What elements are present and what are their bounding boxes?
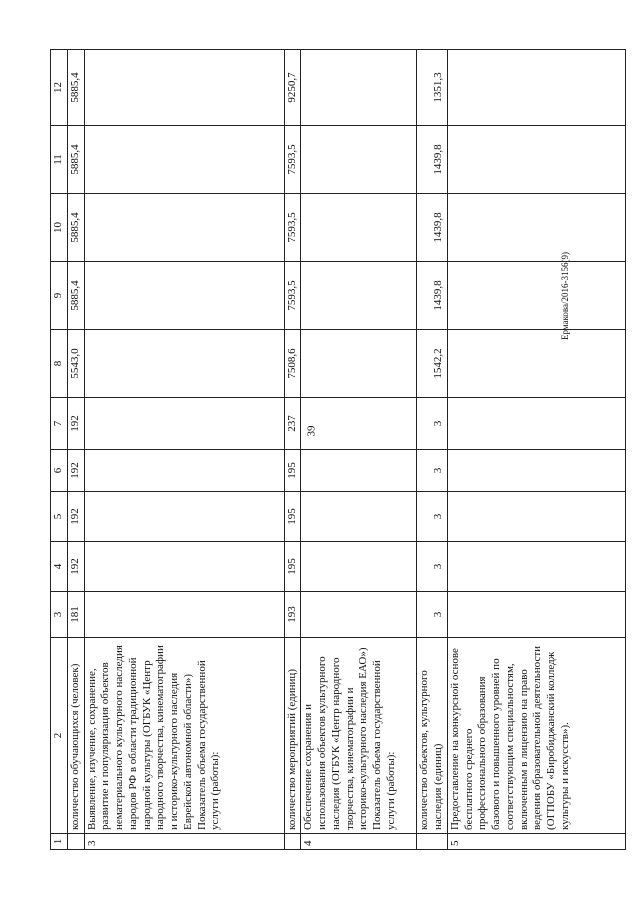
- page-number: 39: [305, 425, 318, 437]
- col-header: 11: [51, 126, 68, 194]
- value-cell: 5885,4: [67, 194, 84, 262]
- value-cell: [84, 398, 284, 450]
- col-header: 3: [51, 592, 68, 638]
- value-cell: 3: [417, 398, 448, 450]
- col-header: 1: [51, 834, 68, 850]
- value-cell: [301, 398, 417, 450]
- value-cell: 7593,5: [284, 126, 301, 194]
- value-cell: 237: [284, 398, 301, 450]
- row-description: количество объектов, культурного наследия (единиц): [417, 638, 448, 834]
- value-cell: 7593,5: [284, 194, 301, 262]
- value-cell: 192: [67, 398, 84, 450]
- value-cell: [447, 450, 625, 492]
- value-cell: [447, 194, 625, 262]
- value-cell: [447, 50, 625, 126]
- value-cell: [84, 492, 284, 542]
- value-cell: 1351,3: [417, 50, 448, 126]
- value-cell: 9250,7: [284, 50, 301, 126]
- col-header: 10: [51, 194, 68, 262]
- value-cell: 5885,4: [67, 126, 84, 194]
- value-cell: 7508,6: [284, 330, 301, 398]
- col-header: 8: [51, 330, 68, 398]
- value-cell: 195: [284, 492, 301, 542]
- value-cell: [301, 492, 417, 542]
- rotated-table-container: [50, 50, 636, 850]
- table-row: [284, 50, 301, 850]
- col-header: 7: [51, 398, 68, 450]
- row-index: 5: [447, 834, 625, 850]
- value-cell: [84, 450, 284, 492]
- value-cell: 5543,0: [67, 330, 84, 398]
- value-cell: [301, 450, 417, 492]
- value-cell: 195: [284, 450, 301, 492]
- header-row: [51, 50, 68, 850]
- value-cell: [84, 50, 284, 126]
- value-cell: 1542,2: [417, 330, 448, 398]
- value-cell: [447, 398, 625, 450]
- value-cell: [84, 126, 284, 194]
- table-row: [84, 50, 284, 850]
- row-index: 3: [84, 834, 284, 850]
- value-cell: [447, 330, 625, 398]
- value-cell: 1439,8: [417, 126, 448, 194]
- col-header: 5: [51, 492, 68, 542]
- table-row: [301, 50, 417, 850]
- value-cell: 3: [417, 450, 448, 492]
- value-cell: [84, 542, 284, 592]
- value-cell: 181: [67, 592, 84, 638]
- value-cell: [447, 126, 625, 194]
- value-cell: 192: [67, 450, 84, 492]
- row-description: количество обучающихся (человек): [67, 638, 84, 834]
- table-row: [447, 50, 625, 850]
- data-table: [50, 49, 626, 850]
- value-cell: 3: [417, 542, 448, 592]
- col-header: 2: [51, 638, 68, 834]
- row-index: 4: [301, 834, 417, 850]
- row-description: Обеспечение сохранения и использования объектов культурного наследия (ОГБУК «Центр народного творчества, кинематографии и историко-культурного наследия ЕАО») Показатель объема государственной услуги (работы):: [301, 638, 417, 834]
- value-cell: 5885,4: [67, 50, 84, 126]
- value-cell: 193: [284, 592, 301, 638]
- row-index: [284, 834, 301, 850]
- value-cell: [301, 592, 417, 638]
- row-description: Выявление, изучение, сохранение, развитие и популяризация объектов нематериального культурного наследия народов РФ в области традиционной народной культуры (ОГБУК «Центр народного творчества, кинематографии и историко-культурного наследия Еврейской автономной области») Показатель объема государственной услуги (работы):: [84, 638, 284, 834]
- value-cell: 7593,5: [284, 262, 301, 330]
- value-cell: 1439,8: [417, 194, 448, 262]
- table-row: [417, 50, 448, 850]
- row-description: количество мероприятий (единиц): [284, 638, 301, 834]
- value-cell: 3: [417, 492, 448, 542]
- value-cell: [84, 330, 284, 398]
- value-cell: [84, 592, 284, 638]
- signature-mark: Ермакова/2016-3156(9): [560, 251, 570, 340]
- value-cell: 195: [284, 542, 301, 592]
- value-cell: 192: [67, 542, 84, 592]
- value-cell: 3: [417, 592, 448, 638]
- value-cell: [301, 542, 417, 592]
- col-header: 6: [51, 450, 68, 492]
- value-cell: [447, 492, 625, 542]
- value-cell: 5885,4: [67, 262, 84, 330]
- value-cell: [301, 330, 417, 398]
- value-cell: [447, 262, 625, 330]
- col-header: 12: [51, 50, 68, 126]
- value-cell: [301, 50, 417, 126]
- value-cell: [84, 194, 284, 262]
- row-index: [417, 834, 448, 850]
- value-cell: 1439,8: [417, 262, 448, 330]
- col-header: 9: [51, 262, 68, 330]
- value-cell: [447, 542, 625, 592]
- value-cell: [84, 262, 284, 330]
- row-description: Предоставление на конкурсной основе бесплатного среднего профессионального образования базового и повышенного уровней по соответствующим специальностям, включенным в лицензию на право ведения образовательной деятельности (ОГПОБУ «Биробиджанский колледж культуры и искусств»).: [447, 638, 625, 834]
- value-cell: [301, 262, 417, 330]
- value-cell: [301, 194, 417, 262]
- value-cell: 192: [67, 492, 84, 542]
- col-header: 4: [51, 542, 68, 592]
- table-row: [67, 50, 84, 850]
- value-cell: [447, 592, 625, 638]
- value-cell: [301, 126, 417, 194]
- row-index: [67, 834, 84, 850]
